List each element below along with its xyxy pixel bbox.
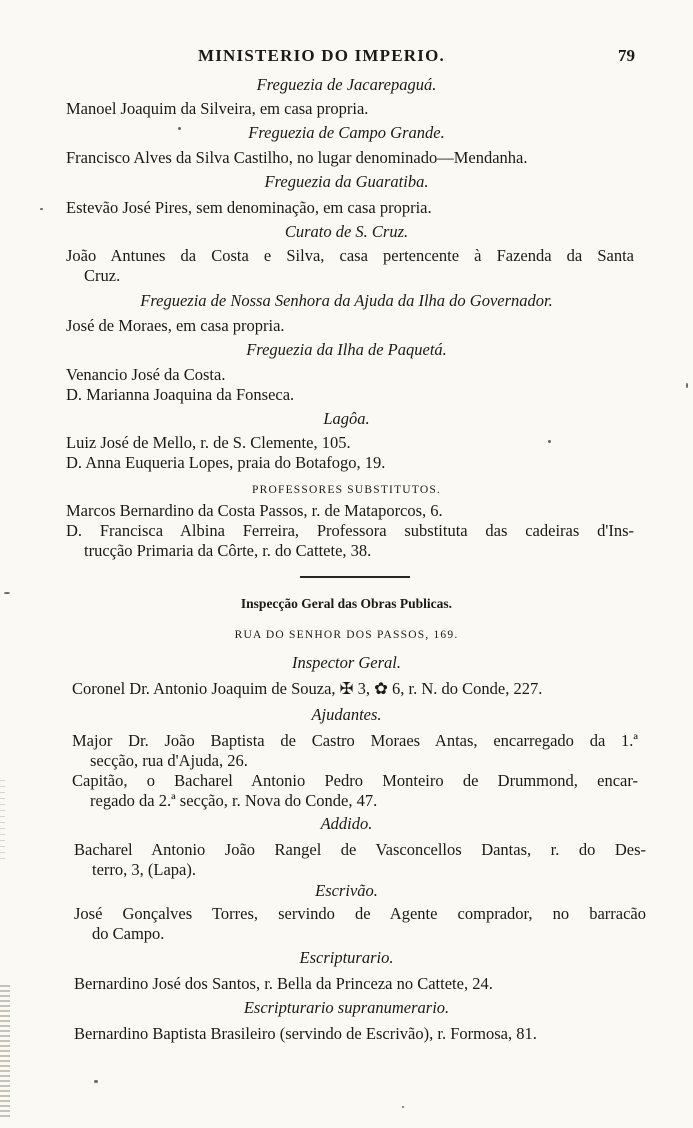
entry-line-continuation: Cruz.: [84, 266, 121, 285]
entry-line-continuation: regado da 2.ª secção, r. Nova do Conde, 47.: [90, 791, 378, 810]
section-heading: Escrivão.: [315, 881, 378, 900]
address-heading: RUA DO SENHOR DOS PASSOS, 169.: [234, 629, 459, 641]
section-heading: Freguezia da Guaratiba.: [264, 172, 429, 191]
ink-speck: [178, 127, 181, 130]
ink-speck: [548, 440, 551, 443]
scan-edge-noise: [0, 985, 10, 1120]
entry-line: José de Moraes, em casa propria.: [66, 316, 285, 335]
scan-edge-noise: [0, 780, 5, 860]
entry-line: Bernardino Baptista Brasileiro (servindo de Escrivão), r. Formosa, 81.: [74, 1024, 537, 1043]
entry-line: Capitão, o Bacharel Antonio Pedro Monteiro de Drummond, encar-: [72, 771, 638, 790]
entry-line: Coronel Dr. Antonio Joaquim de Souza, ✠ 3, ✿ 6, r. N. do Conde, 227.: [72, 679, 543, 698]
section-heading: Freguezia de Jacarepaguá.: [256, 75, 437, 94]
ink-speck: [686, 383, 688, 388]
entry-line: José Gonçalves Torres, servindo de Agente comprador, no barracão: [74, 904, 646, 923]
entry-line: Major Dr. João Baptista de Castro Moraes Antas, encarregado da 1.ª: [72, 731, 638, 750]
entry-line-continuation: secção, rua d'Ajuda, 26.: [90, 751, 248, 770]
entry-line: Bernardino José dos Santos, r. Bella da Princeza no Cattete, 24.: [74, 974, 493, 993]
section-heading: Addido.: [320, 814, 373, 833]
section-heading: Escripturario.: [299, 948, 394, 967]
section-heading: Freguezia da Ilha de Paquetá.: [246, 340, 447, 359]
entry-line: Francisco Alves da Silva Castilho, no lugar denominado—Mendanha.: [66, 148, 528, 167]
entry-line: D. Marianna Joaquina da Fonseca.: [66, 385, 295, 404]
page-number: 79: [618, 46, 635, 65]
section-heading: Escripturario supranumerario.: [243, 998, 450, 1017]
entry-line: Bacharel Antonio João Rangel de Vasconcellos Dantas, r. do Des-: [74, 840, 646, 859]
entry-line: João Antunes da Costa e Silva, casa pertencente à Fazenda da Santa: [66, 246, 634, 265]
entry-line-continuation: trucção Primaria da Côrte, r. do Cattete, 38.: [84, 541, 372, 560]
entry-line-continuation: do Campo.: [92, 924, 165, 943]
ink-speck: [402, 1106, 404, 1108]
entry-line: Marcos Bernardino da Costa Passos, r. de Mataporcos, 6.: [66, 501, 443, 520]
ink-speck: [40, 208, 43, 210]
ink-speck: [94, 1080, 98, 1083]
entry-line-continuation: terro, 3, (Lapa).: [92, 860, 196, 879]
running-title: MINISTERIO DO IMPERIO.: [198, 46, 445, 65]
page-header: [0, 46, 693, 70]
section-heading: Inspector Geral.: [291, 653, 402, 672]
section-heading: Freguezia de Nossa Senhora da Ajuda da Ilha do Governador.: [140, 291, 553, 310]
entry-line: Estevão José Pires, sem denominação, em casa propria.: [66, 198, 432, 217]
section-heading: Curato de S. Cruz.: [284, 222, 409, 241]
entry-line: Manoel Joaquim da Silveira, em casa propria.: [66, 99, 369, 118]
section-divider: [300, 576, 410, 578]
entry-line: D. Francisca Albina Ferreira, Professora substituta das cadeiras d'Ins-: [66, 521, 634, 540]
entry-line: D. Anna Euqueria Lopes, praia do Botafogo, 19.: [66, 453, 386, 472]
department-heading: Inspecção Geral das Obras Publicas.: [240, 596, 453, 611]
section-heading: Lagôa.: [323, 409, 370, 428]
section-heading-smallcaps: PROFESSORES SUBSTITUTOS.: [252, 484, 441, 496]
entry-line: Venancio José da Costa.: [66, 365, 226, 384]
entry-line: Luiz José de Mello, r. de S. Clemente, 105.: [66, 433, 351, 452]
section-heading: Ajudantes.: [311, 705, 382, 724]
ink-speck: [4, 592, 10, 594]
section-heading: Freguezia de Campo Grande.: [248, 123, 445, 142]
